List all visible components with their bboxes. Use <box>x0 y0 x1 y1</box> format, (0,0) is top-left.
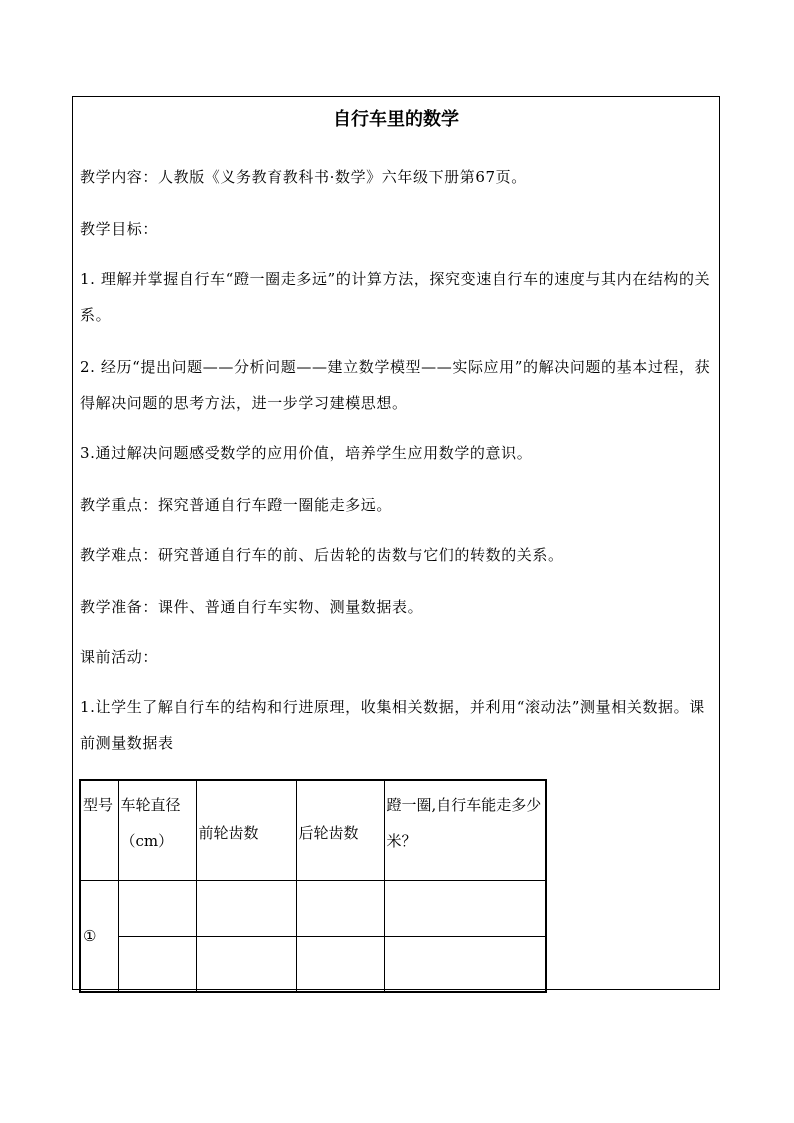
header-model: 型号 <box>80 780 118 880</box>
header-distance: 蹬一圈,自行车能走多少米？ <box>384 780 546 880</box>
table-cell <box>196 936 296 992</box>
row-model-number: ① <box>83 926 97 945</box>
row-model-cell <box>80 880 118 992</box>
table-cell <box>118 880 196 936</box>
table-cell <box>118 936 196 992</box>
page-title: 自行车里的数学 <box>333 109 459 130</box>
document-frame <box>72 96 720 990</box>
table-cell <box>296 880 384 936</box>
measurement-data-table <box>79 779 547 993</box>
table-row <box>80 880 546 936</box>
pre-class-heading: 课前活动： <box>80 648 159 666</box>
header-rear-teeth: 后轮齿数 <box>296 780 384 880</box>
header-front-teeth: 前轮齿数 <box>196 780 296 880</box>
pre-class-activity-1-paragraph: 1.让学生了解自行车的结构和行进原理，收集相关数据，并利用“滚动法”测量相关数据。课前测量数据表 <box>80 698 705 752</box>
key-point-paragraph: 教学重点：探究普通自行车蹬一圈能走多远。 <box>80 496 393 514</box>
table-row <box>80 936 546 992</box>
table-cell <box>196 880 296 936</box>
table-cell <box>384 936 546 992</box>
goal-1-paragraph: 1. 理解并掌握自行车“蹬一圈走多远”的计算方法，探究变速自行车的速度与其内在结构的关系。 <box>80 270 711 324</box>
goal-3-paragraph: 3.通过解决问题感受数学的应用价值，培养学生应用数学的意识。 <box>80 444 533 462</box>
table-cell <box>384 880 546 936</box>
header-wheel-diameter: 车轮直径（cm） <box>118 780 196 880</box>
teaching-content-paragraph: 教学内容：人教版《义务教育教科书·数学》六年级下册第67页。 <box>80 168 527 186</box>
difficulty-paragraph: 教学难点：研究普通自行车的前、后齿轮的齿数与它们的转数的关系。 <box>80 546 564 564</box>
table-cell <box>296 936 384 992</box>
table-header-row <box>80 780 546 880</box>
teaching-goals-heading: 教学目标： <box>80 220 159 238</box>
goal-2-paragraph: 2. 经历“提出问题——分析问题——建立数学模型——实际应用”的解决问题的基本过程，获得解决问题的思考方法，进一步学习建模思想。 <box>80 358 711 412</box>
preparation-paragraph: 教学准备：课件、普通自行车实物、测量数据表。 <box>80 598 424 616</box>
